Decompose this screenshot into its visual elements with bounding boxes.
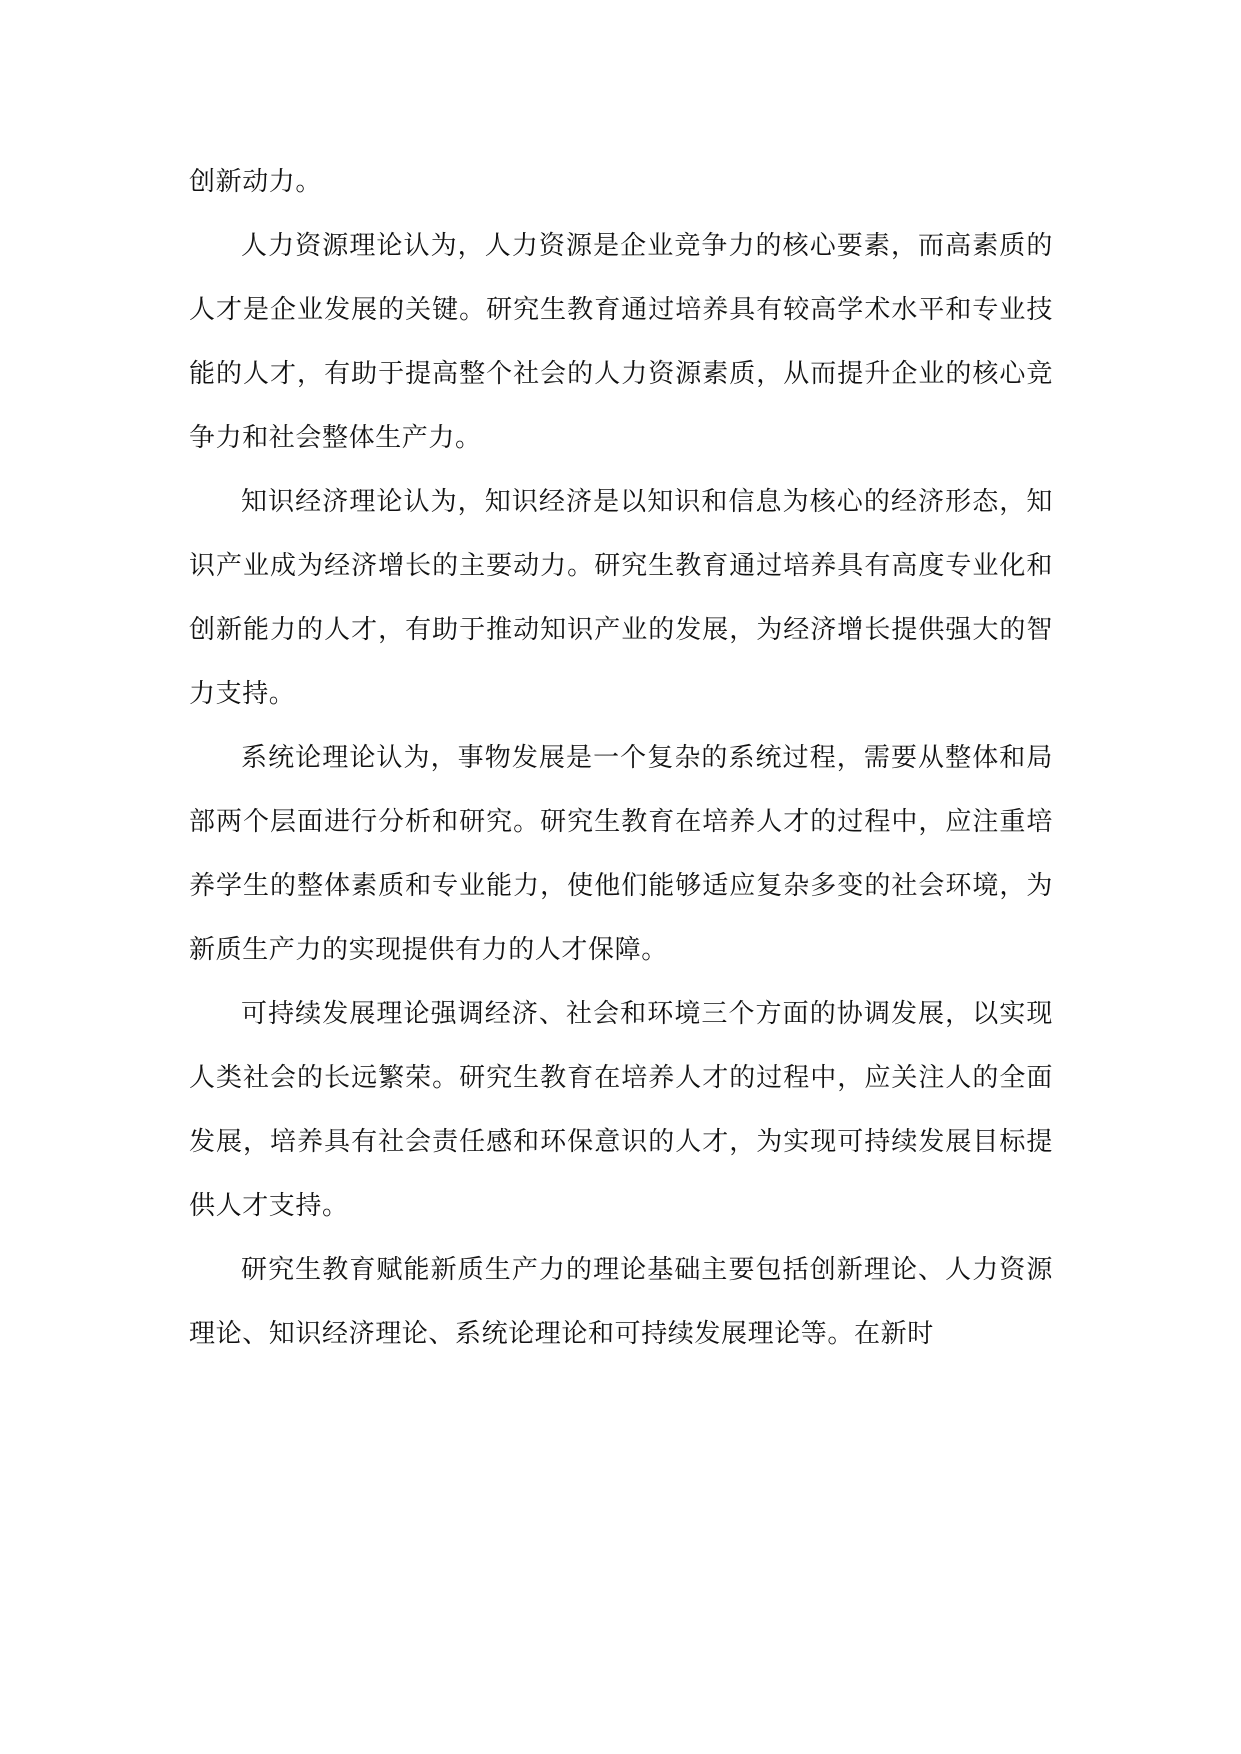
paragraph-sustainable-development-theory: 可持续发展理论强调经济、社会和环境三个方面的协调发展，以实现人类社会的长远繁荣。研究生教育在培养人才的过程中，应关注人的全面发展，培养具有社会责任感和环保意识的人才，为实现可持续发展目标提供人才支持。 <box>189 999 1053 1221</box>
document-body <box>189 150 1053 1366</box>
paragraph-theoretical-foundation-summary: 研究生教育赋能新质生产力的理论基础主要包括创新理论、人力资源理论、知识经济理论、系统论理论和可持续发展理论等。在新时 <box>189 1255 1053 1349</box>
paragraph-human-resources-theory: 人力资源理论认为，人力资源是企业竞争力的核心要素，而高素质的人才是企业发展的关键。研究生教育通过培养具有较高学术水平和专业技能的人才，有助于提高整个社会的人力资源素质，从而提升企业的核心竞争力和社会整体生产力。 <box>189 231 1053 453</box>
paragraph-knowledge-economy-theory: 知识经济理论认为，知识经济是以知识和信息为核心的经济形态，知识产业成为经济增长的主要动力。研究生教育通过培养具有高度专业化和创新能力的人才，有助于推动知识产业的发展，为经济增长提供强大的智力支持。 <box>189 487 1053 709</box>
paragraph-continuation: 创新动力。 <box>189 167 323 197</box>
paragraph-systems-theory: 系统论理论认为，事物发展是一个复杂的系统过程，需要从整体和局部两个层面进行分析和研究。研究生教育在培养人才的过程中，应注重培养学生的整体素质和专业能力，使他们能够适应复杂多变的社会环境，为新质生产力的实现提供有力的人才保障。 <box>189 743 1053 965</box>
